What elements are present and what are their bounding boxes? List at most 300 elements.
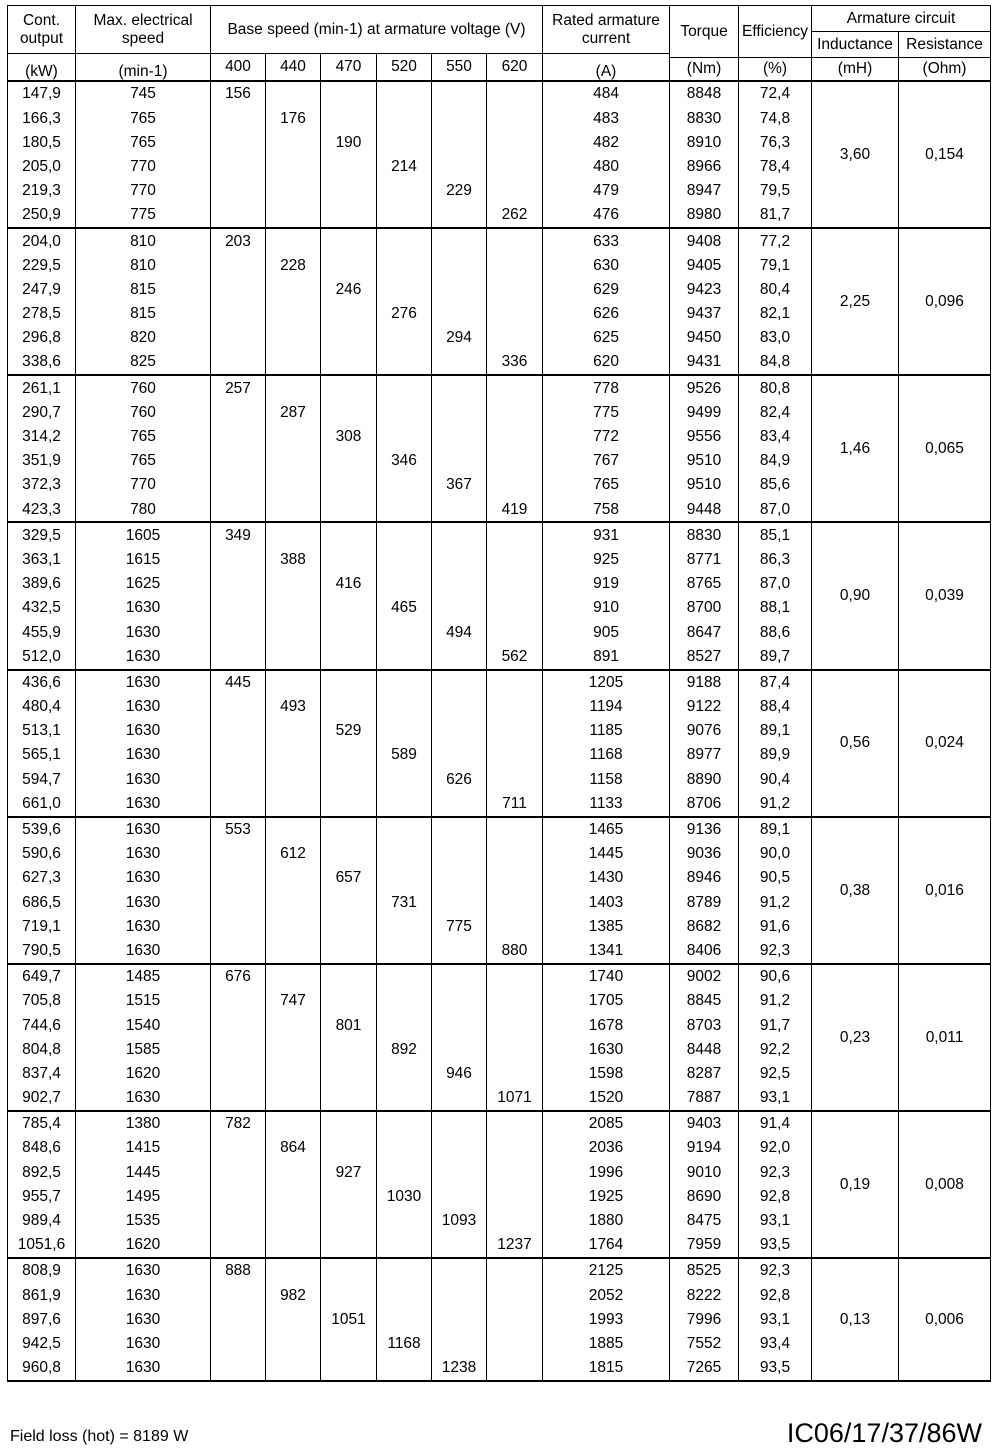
- base-speed-cell: 529: [321, 719, 377, 743]
- torque-cell: 8690: [670, 1184, 739, 1208]
- empty-cell: [377, 375, 432, 400]
- efficiency-cell: 89,1: [739, 817, 812, 842]
- max-speed-cell: 760: [76, 375, 211, 400]
- efficiency-cell: 93,1: [739, 1086, 812, 1111]
- empty-cell: [321, 1332, 377, 1356]
- empty-cell: [321, 989, 377, 1013]
- empty-cell: [487, 253, 543, 277]
- rated-current-cell: 626: [543, 302, 670, 326]
- max-speed-cell: 1415: [76, 1136, 211, 1160]
- efficiency-cell: 79,1: [739, 253, 812, 277]
- base-speed-cell: 156: [211, 81, 266, 106]
- cont-output-cell: 250,9: [8, 203, 76, 228]
- empty-cell: [321, 179, 377, 203]
- empty-cell: [211, 842, 266, 866]
- max-speed-cell: 1630: [76, 719, 211, 743]
- empty-cell: [321, 1209, 377, 1233]
- empty-cell: [211, 302, 266, 326]
- header-cont-output: Cont. output: [8, 6, 76, 54]
- base-speed-cell: 880: [487, 939, 543, 964]
- empty-cell: [321, 473, 377, 497]
- torque-cell: 8706: [670, 791, 739, 816]
- empty-cell: [321, 817, 377, 842]
- efficiency-cell: 80,4: [739, 278, 812, 302]
- empty-cell: [487, 620, 543, 644]
- empty-cell: [266, 1160, 321, 1184]
- empty-cell: [321, 1111, 377, 1136]
- empty-cell: [266, 203, 321, 228]
- empty-cell: [432, 106, 487, 130]
- efficiency-cell: 90,0: [739, 842, 812, 866]
- empty-cell: [432, 1037, 487, 1061]
- empty-cell: [432, 1111, 487, 1136]
- resistance-cell: 0,096: [899, 228, 991, 375]
- empty-cell: [432, 842, 487, 866]
- efficiency-cell: 83,4: [739, 425, 812, 449]
- base-speed-cell: 493: [266, 695, 321, 719]
- empty-cell: [487, 914, 543, 938]
- efficiency-cell: 87,4: [739, 670, 812, 695]
- empty-cell: [377, 350, 432, 375]
- resistance-cell: 0,065: [899, 375, 991, 522]
- empty-cell: [266, 326, 321, 350]
- torque-cell: 8830: [670, 522, 739, 547]
- efficiency-cell: 90,6: [739, 964, 812, 989]
- base-speed-cell: 246: [321, 278, 377, 302]
- empty-cell: [266, 473, 321, 497]
- efficiency-cell: 91,4: [739, 1111, 812, 1136]
- empty-cell: [321, 743, 377, 767]
- max-speed-cell: 1585: [76, 1037, 211, 1061]
- rated-current-cell: 765: [543, 473, 670, 497]
- resistance-cell: 0,008: [899, 1111, 991, 1258]
- torque-cell: 8946: [670, 866, 739, 890]
- voltage-400: 400: [211, 54, 266, 82]
- empty-cell: [266, 1233, 321, 1258]
- empty-cell: [211, 939, 266, 964]
- rated-current-cell: 633: [543, 228, 670, 253]
- empty-cell: [377, 964, 432, 989]
- inductance-cell: 2,25: [812, 228, 899, 375]
- empty-cell: [377, 106, 432, 130]
- empty-cell: [432, 203, 487, 228]
- rated-current-cell: 925: [543, 548, 670, 572]
- empty-cell: [321, 1037, 377, 1061]
- cont-output-cell: 955,7: [8, 1184, 76, 1208]
- base-speed-cell: 1071: [487, 1086, 543, 1111]
- empty-cell: [211, 548, 266, 572]
- max-speed-cell: 1630: [76, 890, 211, 914]
- efficiency-cell: 92,3: [739, 1258, 812, 1283]
- empty-cell: [321, 253, 377, 277]
- empty-cell: [377, 914, 432, 938]
- empty-cell: [377, 670, 432, 695]
- rated-current-cell: 1925: [543, 1184, 670, 1208]
- empty-cell: [487, 964, 543, 989]
- torque-cell: 8287: [670, 1062, 739, 1086]
- empty-cell: [432, 278, 487, 302]
- empty-cell: [211, 1037, 266, 1061]
- empty-cell: [432, 791, 487, 816]
- cont-output-cell: 436,6: [8, 670, 76, 695]
- efficiency-cell: 88,1: [739, 596, 812, 620]
- torque-cell: 9122: [670, 695, 739, 719]
- base-speed-cell: 262: [487, 203, 543, 228]
- cont-output-cell: 848,6: [8, 1136, 76, 1160]
- empty-cell: [487, 743, 543, 767]
- rated-current-cell: 1194: [543, 695, 670, 719]
- max-speed-cell: 820: [76, 326, 211, 350]
- empty-cell: [377, 719, 432, 743]
- efficiency-cell: 93,5: [739, 1233, 812, 1258]
- rated-current-cell: 919: [543, 572, 670, 596]
- empty-cell: [321, 228, 377, 253]
- max-speed-cell: 1630: [76, 866, 211, 890]
- empty-cell: [432, 890, 487, 914]
- empty-cell: [487, 81, 543, 106]
- cont-output-cell: 892,5: [8, 1160, 76, 1184]
- max-speed-cell: 1445: [76, 1160, 211, 1184]
- cont-output-cell: 942,5: [8, 1332, 76, 1356]
- empty-cell: [211, 866, 266, 890]
- empty-cell: [377, 81, 432, 106]
- empty-cell: [377, 1307, 432, 1331]
- empty-cell: [487, 817, 543, 842]
- rated-current-cell: 1740: [543, 964, 670, 989]
- torque-cell: 8789: [670, 890, 739, 914]
- empty-cell: [321, 1062, 377, 1086]
- empty-cell: [487, 449, 543, 473]
- unit-speed: (min-1): [76, 54, 211, 82]
- empty-cell: [377, 278, 432, 302]
- empty-cell: [266, 1062, 321, 1086]
- base-speed-cell: 308: [321, 425, 377, 449]
- efficiency-cell: 82,1: [739, 302, 812, 326]
- torque-cell: 9076: [670, 719, 739, 743]
- empty-cell: [377, 130, 432, 154]
- empty-cell: [487, 375, 543, 400]
- cont-output-cell: 661,0: [8, 791, 76, 816]
- rated-current-cell: 772: [543, 425, 670, 449]
- empty-cell: [266, 278, 321, 302]
- empty-cell: [266, 767, 321, 791]
- empty-cell: [487, 1356, 543, 1381]
- empty-cell: [266, 1258, 321, 1283]
- empty-cell: [377, 1258, 432, 1283]
- base-speed-cell: 176: [266, 106, 321, 130]
- empty-cell: [432, 695, 487, 719]
- efficiency-cell: 78,4: [739, 155, 812, 179]
- empty-cell: [321, 326, 377, 350]
- empty-cell: [211, 473, 266, 497]
- efficiency-cell: 93,4: [739, 1332, 812, 1356]
- empty-cell: [321, 400, 377, 424]
- rated-current-cell: 1385: [543, 914, 670, 938]
- cont-output-cell: 219,3: [8, 179, 76, 203]
- efficiency-cell: 79,5: [739, 179, 812, 203]
- empty-cell: [432, 130, 487, 154]
- empty-cell: [321, 842, 377, 866]
- voltage-470: 470: [321, 54, 377, 82]
- empty-cell: [432, 449, 487, 473]
- torque-cell: 8703: [670, 1013, 739, 1037]
- empty-cell: [321, 1086, 377, 1111]
- rated-current-cell: 1205: [543, 670, 670, 695]
- empty-cell: [211, 596, 266, 620]
- empty-cell: [266, 719, 321, 743]
- inductance-cell: 3,60: [812, 81, 899, 228]
- efficiency-cell: 93,1: [739, 1307, 812, 1331]
- empty-cell: [487, 842, 543, 866]
- cont-output-cell: 808,9: [8, 1258, 76, 1283]
- empty-cell: [377, 620, 432, 644]
- inductance-cell: 0,23: [812, 964, 899, 1111]
- empty-cell: [487, 130, 543, 154]
- empty-cell: [211, 989, 266, 1013]
- inductance-cell: 0,38: [812, 817, 899, 964]
- empty-cell: [266, 228, 321, 253]
- max-speed-cell: 1485: [76, 964, 211, 989]
- header-max-speed: Max. electrical speed: [76, 6, 211, 54]
- cont-output-cell: 432,5: [8, 596, 76, 620]
- cont-output-cell: 314,2: [8, 425, 76, 449]
- empty-cell: [432, 1233, 487, 1258]
- empty-cell: [211, 1307, 266, 1331]
- cont-output-cell: 785,4: [8, 1111, 76, 1136]
- empty-cell: [211, 572, 266, 596]
- torque-cell: 8980: [670, 203, 739, 228]
- base-speed-cell: 287: [266, 400, 321, 424]
- rated-current-cell: 479: [543, 179, 670, 203]
- torque-cell: 8525: [670, 1258, 739, 1283]
- empty-cell: [211, 425, 266, 449]
- empty-cell: [211, 1283, 266, 1307]
- rated-current-cell: 1815: [543, 1356, 670, 1381]
- empty-cell: [432, 228, 487, 253]
- inductance-cell: 0,90: [812, 522, 899, 669]
- header-torque: Torque: [670, 6, 739, 58]
- empty-cell: [266, 522, 321, 547]
- empty-cell: [211, 253, 266, 277]
- empty-cell: [487, 548, 543, 572]
- max-speed-cell: 1630: [76, 743, 211, 767]
- empty-cell: [211, 203, 266, 228]
- cont-output-cell: 861,9: [8, 1283, 76, 1307]
- base-speed-cell: 747: [266, 989, 321, 1013]
- max-speed-cell: 770: [76, 473, 211, 497]
- empty-cell: [432, 375, 487, 400]
- efficiency-cell: 92,2: [739, 1037, 812, 1061]
- empty-cell: [432, 644, 487, 669]
- empty-cell: [432, 1283, 487, 1307]
- empty-cell: [377, 1013, 432, 1037]
- cont-output-cell: 372,3: [8, 473, 76, 497]
- max-speed-cell: 770: [76, 155, 211, 179]
- base-speed-cell: 612: [266, 842, 321, 866]
- torque-cell: 8977: [670, 743, 739, 767]
- empty-cell: [432, 670, 487, 695]
- empty-cell: [321, 302, 377, 326]
- empty-cell: [487, 719, 543, 743]
- torque-cell: 8845: [670, 989, 739, 1013]
- cont-output-cell: 147,9: [8, 81, 76, 106]
- empty-cell: [377, 326, 432, 350]
- empty-cell: [432, 596, 487, 620]
- max-speed-cell: 1630: [76, 1283, 211, 1307]
- empty-cell: [211, 644, 266, 669]
- empty-cell: [266, 1356, 321, 1381]
- cont-output-cell: 744,6: [8, 1013, 76, 1037]
- empty-cell: [432, 1013, 487, 1037]
- efficiency-cell: 90,4: [739, 767, 812, 791]
- torque-cell: 8647: [670, 620, 739, 644]
- motor-data-table: [7, 5, 991, 1382]
- rated-current-cell: 476: [543, 203, 670, 228]
- torque-cell: 9556: [670, 425, 739, 449]
- voltage-440: 440: [266, 54, 321, 82]
- empty-cell: [377, 644, 432, 669]
- max-speed-cell: 1615: [76, 548, 211, 572]
- empty-cell: [266, 1184, 321, 1208]
- cont-output-cell: 455,9: [8, 620, 76, 644]
- rated-current-cell: 482: [543, 130, 670, 154]
- base-speed-cell: 257: [211, 375, 266, 400]
- inductance-cell: 0,56: [812, 670, 899, 817]
- torque-cell: 7552: [670, 1332, 739, 1356]
- base-speed-cell: 388: [266, 548, 321, 572]
- empty-cell: [211, 1136, 266, 1160]
- table-row: [8, 670, 991, 695]
- torque-cell: 9002: [670, 964, 739, 989]
- base-speed-cell: 1030: [377, 1184, 432, 1208]
- rated-current-cell: 1996: [543, 1160, 670, 1184]
- rated-current-cell: 1993: [543, 1307, 670, 1331]
- rated-current-cell: 778: [543, 375, 670, 400]
- cont-output-cell: 512,0: [8, 644, 76, 669]
- max-speed-cell: 1630: [76, 767, 211, 791]
- base-speed-cell: 336: [487, 350, 543, 375]
- empty-cell: [321, 449, 377, 473]
- empty-cell: [321, 81, 377, 106]
- empty-cell: [432, 302, 487, 326]
- max-speed-cell: 1620: [76, 1062, 211, 1086]
- table-row: [8, 817, 991, 842]
- empty-cell: [377, 253, 432, 277]
- voltage-620: 620: [487, 54, 543, 82]
- empty-cell: [432, 817, 487, 842]
- rated-current-cell: 931: [543, 522, 670, 547]
- empty-cell: [321, 767, 377, 791]
- rated-current-cell: 630: [543, 253, 670, 277]
- base-speed-cell: 416: [321, 572, 377, 596]
- efficiency-cell: 91,2: [739, 890, 812, 914]
- efficiency-cell: 91,6: [739, 914, 812, 938]
- cont-output-cell: 1051,6: [8, 1233, 76, 1258]
- cont-output-cell: 594,7: [8, 767, 76, 791]
- empty-cell: [487, 1037, 543, 1061]
- cont-output-cell: 278,5: [8, 302, 76, 326]
- torque-cell: 9450: [670, 326, 739, 350]
- empty-cell: [377, 1086, 432, 1111]
- empty-cell: [487, 989, 543, 1013]
- resistance-cell: 0,011: [899, 964, 991, 1111]
- empty-cell: [266, 743, 321, 767]
- base-speed-cell: 626: [432, 767, 487, 791]
- header-rated-current: Rated armature current: [543, 6, 670, 54]
- efficiency-cell: 80,8: [739, 375, 812, 400]
- empty-cell: [266, 155, 321, 179]
- empty-cell: [487, 1258, 543, 1283]
- empty-cell: [266, 350, 321, 375]
- torque-cell: 9510: [670, 449, 739, 473]
- efficiency-cell: 86,3: [739, 548, 812, 572]
- empty-cell: [487, 1332, 543, 1356]
- empty-cell: [432, 866, 487, 890]
- rated-current-cell: 1678: [543, 1013, 670, 1037]
- empty-cell: [432, 81, 487, 106]
- efficiency-cell: 89,9: [739, 743, 812, 767]
- base-speed-cell: 1168: [377, 1332, 432, 1356]
- empty-cell: [321, 644, 377, 669]
- max-speed-cell: 780: [76, 497, 211, 522]
- empty-cell: [487, 1111, 543, 1136]
- rated-current-cell: 1445: [543, 842, 670, 866]
- empty-cell: [211, 1209, 266, 1233]
- empty-cell: [377, 1062, 432, 1086]
- unit-resistance: (Ohm): [899, 58, 991, 82]
- base-speed-cell: 589: [377, 743, 432, 767]
- base-speed-cell: 562: [487, 644, 543, 669]
- torque-cell: 8475: [670, 1209, 739, 1233]
- empty-cell: [377, 939, 432, 964]
- base-speed-cell: 214: [377, 155, 432, 179]
- table-row: [8, 964, 991, 989]
- empty-cell: [211, 155, 266, 179]
- torque-cell: 9194: [670, 1136, 739, 1160]
- empty-cell: [266, 179, 321, 203]
- header-armature-circuit: Armature circuit: [812, 6, 991, 32]
- torque-cell: 9423: [670, 278, 739, 302]
- base-speed-cell: 676: [211, 964, 266, 989]
- empty-cell: [432, 1307, 487, 1331]
- cont-output-cell: 590,6: [8, 842, 76, 866]
- empty-cell: [266, 1332, 321, 1356]
- resistance-cell: 0,024: [899, 670, 991, 817]
- torque-cell: 8771: [670, 548, 739, 572]
- empty-cell: [432, 743, 487, 767]
- torque-cell: 8448: [670, 1037, 739, 1061]
- torque-cell: 8848: [670, 81, 739, 106]
- empty-cell: [211, 497, 266, 522]
- empty-cell: [321, 964, 377, 989]
- empty-cell: [487, 522, 543, 547]
- max-speed-cell: 1630: [76, 644, 211, 669]
- empty-cell: [211, 743, 266, 767]
- header-inductance: Inductance: [812, 32, 899, 58]
- efficiency-cell: 84,8: [739, 350, 812, 375]
- empty-cell: [321, 1233, 377, 1258]
- efficiency-cell: 72,4: [739, 81, 812, 106]
- empty-cell: [377, 767, 432, 791]
- max-speed-cell: 1630: [76, 695, 211, 719]
- efficiency-cell: 89,7: [739, 644, 812, 669]
- empty-cell: [266, 1013, 321, 1037]
- inductance-cell: 1,46: [812, 375, 899, 522]
- torque-cell: 9499: [670, 400, 739, 424]
- empty-cell: [266, 914, 321, 938]
- efficiency-cell: 92,5: [739, 1062, 812, 1086]
- empty-cell: [487, 1283, 543, 1307]
